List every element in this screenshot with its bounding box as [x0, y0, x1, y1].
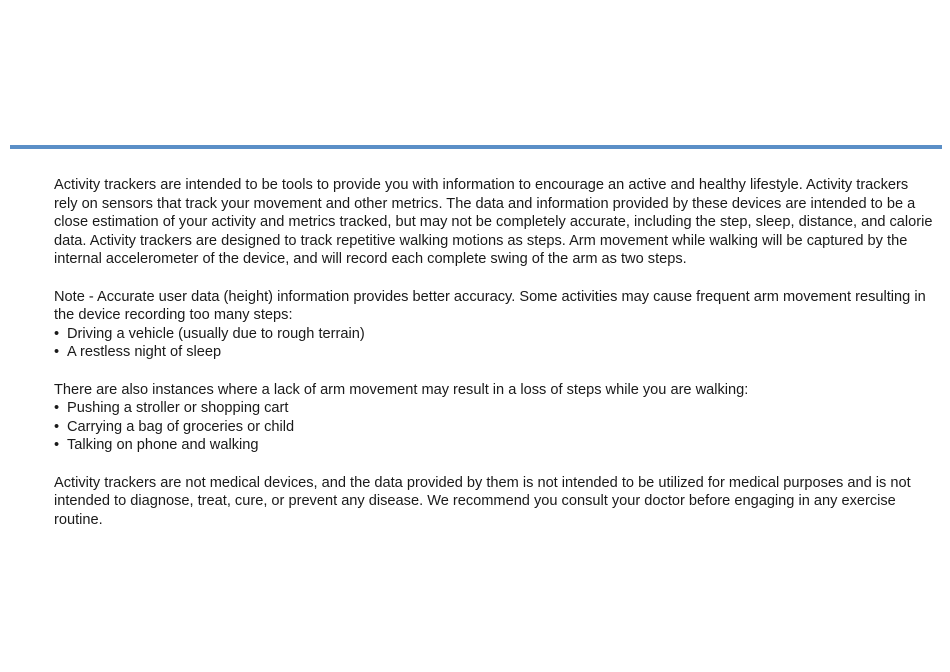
bullet-icon: •	[54, 400, 60, 417]
list-item: • Talking on phone and walking	[54, 437, 259, 454]
list-item: • A restless night of sleep	[54, 344, 222, 361]
list-item: • Carrying a bag of groceries or child	[54, 418, 295, 435]
paragraph-loss-of-steps: There are also instances where a lack of arm movement may result in a loss of steps while you are walking:	[54, 381, 749, 398]
bullet-icon: •	[54, 437, 60, 454]
bullet-icon: •	[54, 325, 60, 342]
header-divider	[10, 145, 942, 149]
list-lost-steps	[54, 399, 934, 455]
list-too-many-steps	[54, 325, 934, 362]
paragraph-medical-disclaimer: Activity trackers are not medical devices, and the data provided by them is not intended to be utilized for medical purposes and is not intended to diagnose, treat, cure, or prevent any disease. We recommend you consult your doctor before engaging in any exercise routine.	[54, 474, 911, 528]
list-item: • Pushing a stroller or shopping cart	[54, 400, 289, 417]
list-item: • Driving a vehicle (usually due to rough terrain)	[54, 325, 365, 342]
paragraph-note: Note - Accurate user data (height) information provides better accuracy. Some activities may cause frequent arm movement resulting in the device recording too many steps:	[54, 288, 926, 324]
bullet-icon: •	[54, 344, 60, 361]
paragraph-intro: Activity trackers are intended to be tools to provide you with information to encourage an active and healthy lifestyle. Activity trackers rely on sensors that track your movement and other metrics. The data and information provided by these devices are intended to be a close estimation of your activity and metrics tracked, but may not be completely accurate, including the step, sleep, distance, and calorie data. Activity trackers are designed to track repetitive walking motions as steps. Arm movement while walking will be captured by the internal accelerometer of the device, and will record each complete swing of the arm as two steps.	[54, 177, 933, 268]
disclaimer-body	[54, 176, 934, 529]
bullet-icon: •	[54, 418, 60, 435]
